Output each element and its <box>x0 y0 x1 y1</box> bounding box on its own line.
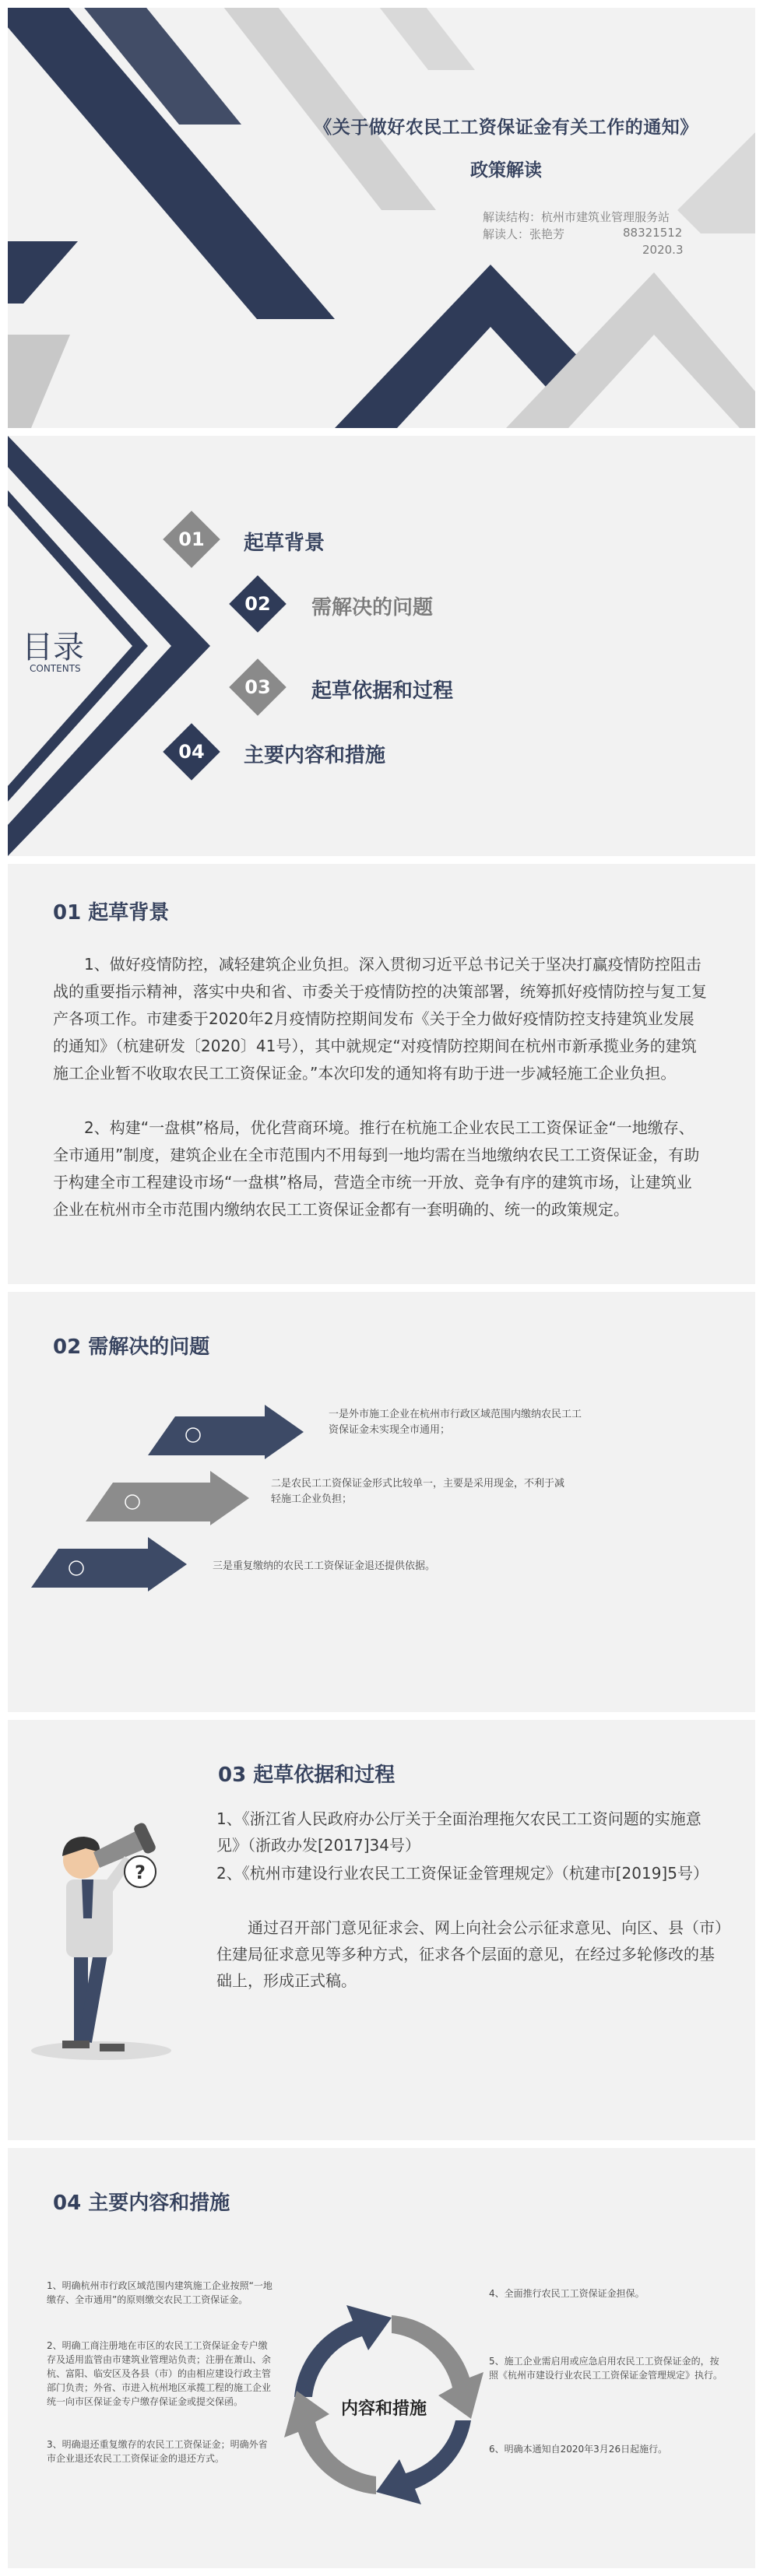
cycle-center-label: 内容和措施 <box>340 2399 427 2419</box>
background-paragraph-2: 2、构建“一盘棋”格局，优化营商环境。推行在杭施工企业农民工工资保证金“一地缴存、全市通用”制度，建筑企业在全市范围内不用每到一地均需在当地缴纳农民工工资保证金，有助于构建全市工程建设市场“一盘棋”格局，营造全市统一开放、竞争有序的建筑市场，让建筑业企业在杭州市全市范围内缴纳农民工工资保证金都有一套明确的、统一的政策规定。 <box>53 1118 700 1219</box>
arrow-3 <box>31 1537 187 1592</box>
contents-heading-en: CONTENTS <box>30 663 81 674</box>
contents-heading: 目录 <box>22 630 84 665</box>
problem-item-1: 一是外市施工企业在杭州市行政区域范围内缴纳农民工工资保证金未实现全市通用； <box>329 1409 582 1436</box>
toc-num-2: 02 <box>244 593 271 615</box>
gray-stripe-3 <box>374 8 475 70</box>
measures-title: 04 主要内容和措施 <box>53 2192 230 2215</box>
cover-phone: 88321512 <box>623 226 683 240</box>
toc-item-4[interactable]: 主要内容和措施 <box>244 744 386 767</box>
toc-num-4: 04 <box>178 741 205 763</box>
cover-person: 解读人：张艳芳 <box>483 227 565 241</box>
problem-item-3: 三是重复缴纳的农民工工资保证金退还提供依据。 <box>213 1560 436 1572</box>
toc-item-3[interactable]: 起草依据和过程 <box>311 679 454 703</box>
problem-item-2: 二是农民工工资保证金形式比较单一，主要是采用现金，不利于减轻施工企业负担； <box>271 1478 565 1505</box>
measure-item-4: 4、全面推行农民工工资保证金担保。 <box>489 2288 645 2299</box>
cycle-segment-1 <box>294 2305 392 2397</box>
cover-title: 《关于做好农民工工资保证金有关工作的通知》 <box>314 118 698 138</box>
basis-item-1: 1、《浙江省人民政府办公厅关于全面治理拖欠农民工工资问题的实施意见》（浙政办发[2017]34号） <box>216 1809 701 1855</box>
arrow-2 <box>86 1471 249 1525</box>
background-title: 01 起草背景 <box>53 901 170 925</box>
gray-stripe-1 <box>8 335 70 428</box>
svg-text:?: ? <box>135 1862 146 1883</box>
problems-title: 02 需解决的问题 <box>53 1335 210 1359</box>
measure-item-2: 2、明确工商注册地在市区的农民工工资保证金专户缴存及适用监管由市建筑业管理站负责；注册在萧山、余杭、富阳、临安区及各县（市）的由相应建设行政主管部门负责；外省、市进入杭州地区承揽工程的施工企业统一向市区保证金专户缴存保证金或提交保函。 <box>47 2340 272 2407</box>
cover-org: 解读结构：杭州市建筑业管理服务站 <box>483 210 670 224</box>
measure-item-3: 3、明确退还重复缴存的农民工工资保证金；明确外省市企业退还农民工工资保证金的退还方式。 <box>47 2439 268 2464</box>
cover-slide <box>8 8 755 428</box>
basis-slide <box>8 1720 755 2140</box>
basis-item-2: 2、《杭州市建设行业农民工工资保证金管理规定》（杭建市[2019]5号） <box>216 1864 708 1883</box>
measure-item-5: 5、施工企业需启用或应急启用农民工工资保证金的，按照《杭州市建设行业农民工工资保证金管理规定》执行。 <box>489 2356 723 2381</box>
measures-slide <box>8 2148 755 2568</box>
cover-date: 2020.3 <box>642 243 684 257</box>
cover-subtitle: 政策解读 <box>470 160 542 181</box>
gray-corner <box>677 132 755 233</box>
problems-slide <box>8 1292 755 1712</box>
toc-item-1[interactable]: 起草背景 <box>244 532 325 555</box>
navy-stripe-3 <box>8 241 78 304</box>
measure-item-6: 6、明确本通知自2020年3月26日起施行。 <box>489 2444 668 2455</box>
toc-item-2[interactable]: 需解决的问题 <box>311 596 434 619</box>
basis-title: 03 起草依据和过程 <box>218 1764 396 1787</box>
man-with-telescope-illustration <box>8 1720 210 2140</box>
basis-process: 通过召开部门意见征求会、网上向社会公示征求意见、向区、县（市）住建局征求意见等多种方式，征求各个层面的意见，在经过多轮修改的基础上，形成正式稿。 <box>216 1918 723 1990</box>
measure-item-1: 1、明确杭州市行政区域范围内建筑施工企业按照“一地缴存、全市通用”的原则缴交农民工工资保证金。 <box>47 2280 272 2305</box>
toc-num-1: 01 <box>178 528 205 550</box>
cycle-segment-3 <box>376 2420 471 2504</box>
background-slide <box>8 864 755 1284</box>
toc-num-3: 03 <box>244 676 271 698</box>
contents-slide <box>8 436 755 856</box>
arrow-1 <box>148 1405 304 1459</box>
background-paragraph-1: 1、做好疫情防控，减轻建筑企业负担。深入贯彻习近平总书记关于坚决打赢疫情防控阻击战的重要指示精神，落实中央和省、市委关于疫情防控的决策部署，统筹抓好疫情防控与复工复产各项工作。市建委于2020年2月疫情防控期间发布《关于全力做好疫情防控支持建筑业发展的通知》（杭建研发〔2020〕41号），其中就规定“对疫情防控期间在杭州市新承揽业务的建筑施工企业暂不收取农民工工资保证金。”本次印发的通知将有助于进一步减轻施工企业负担。 <box>53 955 707 1083</box>
